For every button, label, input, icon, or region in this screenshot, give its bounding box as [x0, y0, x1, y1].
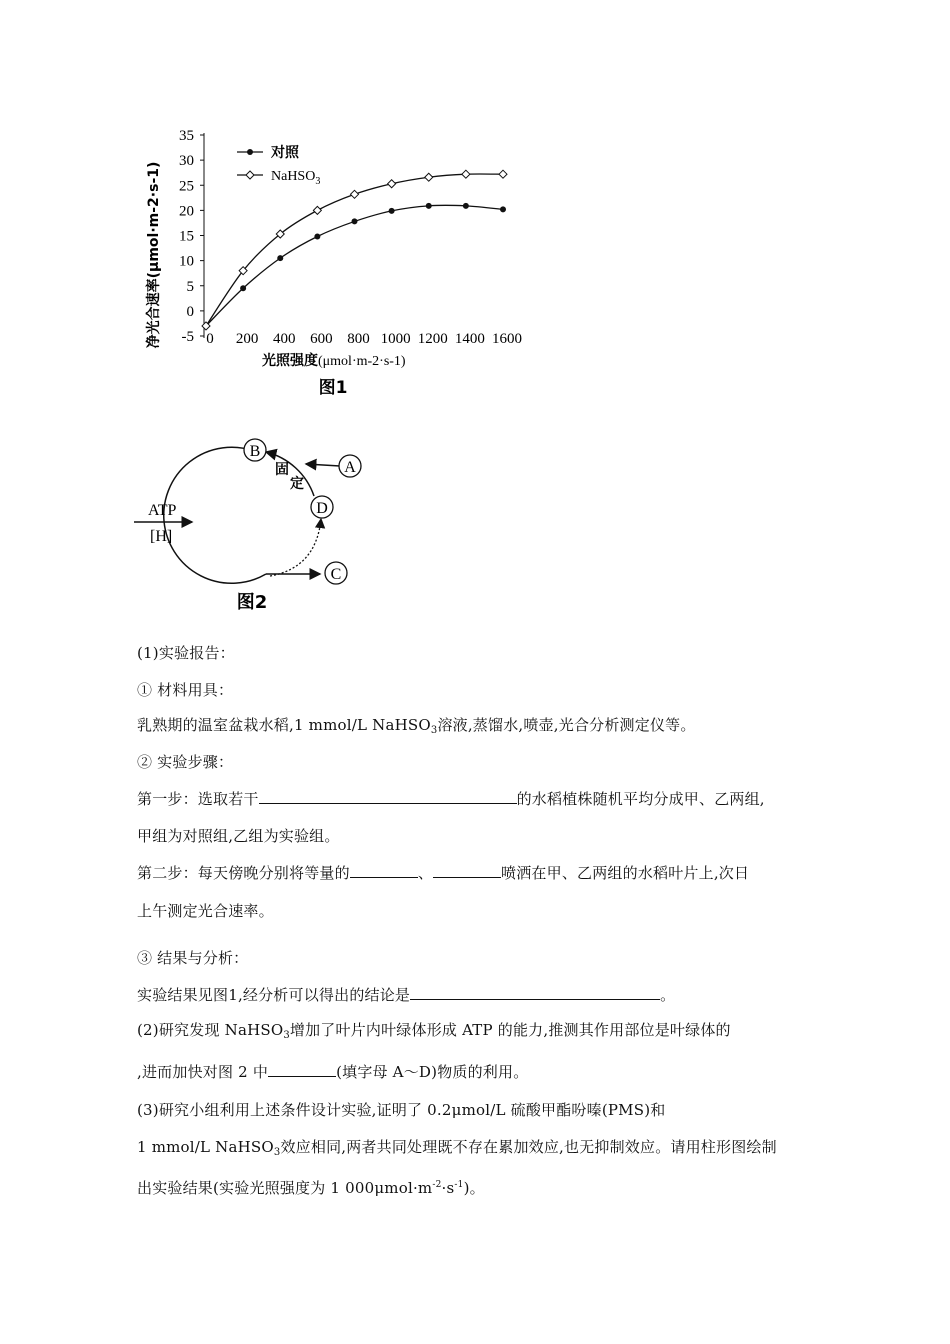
x-tick-label: 600	[310, 331, 333, 347]
figure-2-diagram	[128, 430, 368, 620]
y-tick-label: 20	[179, 203, 194, 220]
line-11: (2)研究发现 NaHSO$_3$增加了叶片内叶绿体形成 ATP 的能力,推测其作用部位是叶绿体的	[137, 1021, 731, 1041]
point-control-7	[463, 203, 469, 209]
svg-text:净光合速率(μmol·m-2·s-1): 净光合速率(μmol·m-2·s-1)	[146, 161, 162, 349]
legend-marker-nahso3	[246, 171, 254, 179]
point-nahso3-8	[499, 170, 507, 178]
point-control-2	[277, 255, 283, 261]
answer-blank-5[interactable]	[268, 1062, 336, 1077]
line-2: ① 材料用具：	[137, 681, 234, 699]
y-tick-label: 35	[179, 128, 194, 144]
answer-blank-3[interactable]	[433, 863, 501, 878]
x-tick-label: 800	[347, 331, 370, 347]
legend	[237, 145, 320, 187]
line-1: (1)实验报告：	[137, 644, 235, 662]
point-control-8	[500, 206, 506, 212]
node-b	[244, 439, 266, 461]
line-15: 出实验结果(实验光照强度为 1 $000\mu mol\cdot m^{-2}\cdot s^{-1}$)。	[137, 1179, 485, 1197]
line-12: ,进而加快对图 2 中 (填字母 A～D)物质的利用。	[137, 1063, 529, 1081]
arrow-a-in	[306, 464, 340, 466]
node-d	[311, 496, 333, 518]
line-5: 第一步：选取若干 的水稻植株随机平均分成甲、乙两组,	[137, 790, 765, 808]
x-tick-label: 1000	[380, 331, 411, 347]
y-tick-label: 30	[179, 153, 194, 170]
svg-text:A: A	[344, 459, 356, 476]
svg-text:B: B	[249, 443, 261, 460]
point-control-5	[389, 208, 395, 214]
y-tick-label: 15	[179, 228, 194, 245]
line-13: (3)研究小组利用上述条件设计实验,证明了 0.2μmol/L 硫酸甲酯吩嗪(PMS)和	[137, 1101, 666, 1119]
x-tick-label: 400	[273, 331, 296, 347]
legend-marker-control	[247, 149, 253, 155]
line-9: ③ 结果与分析：	[137, 949, 249, 967]
line-4: ② 实验步骤：	[137, 753, 234, 771]
point-nahso3-5	[388, 180, 396, 188]
x-tick-label: 1400	[454, 331, 485, 347]
point-nahso3-6	[425, 173, 433, 181]
fixation-label-1: 固	[275, 462, 289, 478]
answer-blank-4[interactable]	[410, 985, 660, 1000]
input-h: [H]	[150, 528, 173, 545]
legend-label-nahso3: NaHSO$_3$	[271, 169, 321, 187]
fixation-label-2: 定	[290, 476, 304, 492]
cycle-arc	[164, 447, 266, 583]
point-nahso3-7	[462, 170, 470, 178]
point-nahso3-3	[313, 206, 321, 214]
node-a	[339, 455, 361, 477]
point-control-3	[314, 234, 320, 240]
line-6: 甲组为对照组,乙组为实验组。	[137, 827, 340, 845]
x-tick-label: 1200	[417, 331, 448, 347]
x-tick-label: 0	[206, 331, 214, 347]
svg-text:D: D	[316, 500, 328, 517]
legend-label-control: 对照	[271, 145, 299, 161]
figure-1-title: 图1	[318, 378, 348, 398]
y-tick-label: -5	[181, 329, 194, 345]
answer-blank-2[interactable]	[350, 863, 418, 878]
input-atp: ATP	[148, 502, 177, 519]
x-tick-label: 1600	[492, 331, 522, 347]
line-7: 第二步：每天傍晚分别将等量的 、 喷洒在甲、乙两组的水稻叶片上,次日	[137, 864, 750, 882]
x-axis-label: 光照强度(μmol·m-2·s-1)	[262, 353, 406, 369]
point-nahso3-4	[351, 190, 359, 198]
x-tick-label: 200	[235, 331, 259, 347]
y-tick-label: 5	[186, 278, 194, 295]
point-control-1	[240, 285, 246, 291]
line-14: 1 mmol/L NaHSO$_3$效应相同,两者共同处理既不存在累加效应,也无抑制效应。请用柱形图绘制	[137, 1138, 777, 1158]
y-axis-label	[145, 162, 162, 349]
point-control-6	[426, 203, 432, 209]
node-c	[325, 562, 347, 584]
answer-blank-1[interactable]	[259, 789, 517, 804]
y-tick-label: 0	[186, 303, 194, 320]
figure-1-chart	[140, 120, 540, 405]
y-tick-label: 25	[179, 178, 194, 195]
arrow-c-to-d	[270, 519, 321, 576]
point-control-4	[352, 218, 358, 224]
line-3: 乳熟期的温室盆栽水稻,1 mmol/L NaHSO$_3$溶液,蒸馏水,喷壶,光合分析测定仪等。	[137, 716, 696, 736]
line-10: 实验结果见图1,经分析可以得出的结论是 。	[137, 986, 676, 1004]
svg-text:C: C	[330, 566, 342, 583]
figure-2-title: 图2	[236, 592, 268, 613]
line-8: 上午测定光合速率。	[137, 902, 274, 920]
y-tick-label: 10	[179, 253, 194, 270]
